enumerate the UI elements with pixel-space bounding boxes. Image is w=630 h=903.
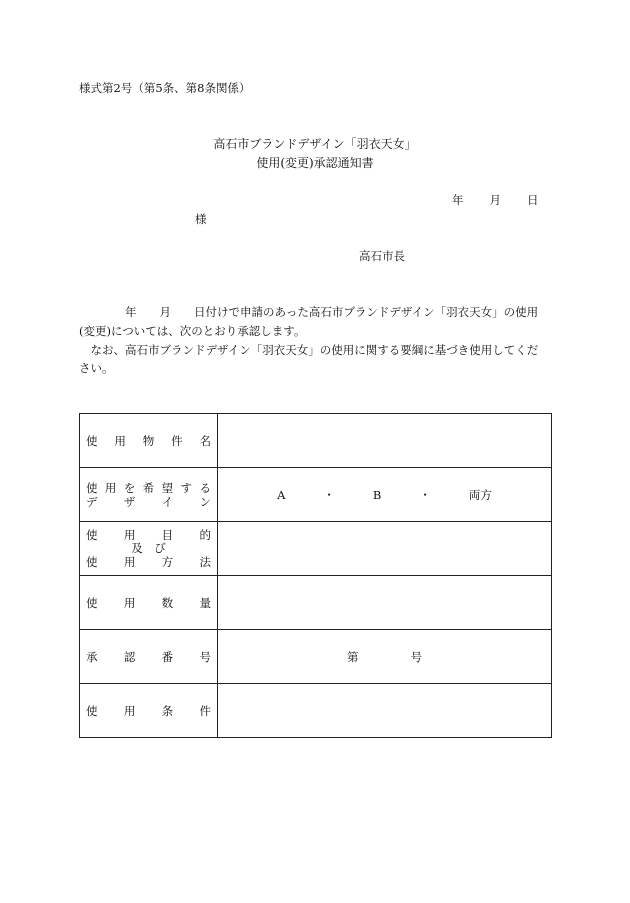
approval-details-table <box>79 413 552 738</box>
body-text-1: 日付けで申請のあった高石市ブランドデザイン「羽衣天女」の使用 <box>194 305 539 319</box>
label-usage-item <box>80 414 218 468</box>
approval-number-prefix: 第 <box>347 649 359 664</box>
body-line-1 <box>79 305 538 319</box>
value-conditions <box>218 684 552 738</box>
label-text: 使 用 条 件 <box>86 703 211 718</box>
approval-number-suffix: 号 <box>410 649 422 664</box>
date-year: 年 <box>452 193 464 207</box>
label-text: 使 用 方 法 <box>86 555 211 569</box>
label-text: 使 用 物 件 名 <box>86 433 211 448</box>
document-title-line1: 高石市ブランドデザイン「羽衣天女」 <box>213 137 417 151</box>
table-row-approval-number <box>80 630 552 684</box>
option-separator: ・ <box>323 487 335 502</box>
table-row-conditions <box>80 684 552 738</box>
table-row-usage-item <box>80 414 552 468</box>
option-both: 両方 <box>468 487 492 502</box>
label-conditions <box>80 684 218 738</box>
label-text: 承 認 番 号 <box>86 649 211 664</box>
label-text: 使 用 目 的 <box>86 528 211 542</box>
value-purpose-method <box>218 522 552 576</box>
value-design-options <box>218 468 552 522</box>
label-quantity <box>80 576 218 630</box>
label-text: 使 用 を 希 望 す る <box>86 480 211 495</box>
body-year: 年 <box>125 305 137 319</box>
body-month: 月 <box>159 305 171 319</box>
value-approval-number <box>218 630 552 684</box>
label-purpose-method <box>80 522 218 576</box>
body-line-2: (変更)については、次のとおり承認します。 <box>79 324 306 338</box>
value-quantity <box>218 576 552 630</box>
option-separator: ・ <box>419 487 431 502</box>
addressee-suffix: 様 <box>195 212 207 226</box>
label-text: デ ザ イ ン <box>86 494 211 509</box>
label-desired-design <box>80 468 218 522</box>
label-text: 及 び <box>131 541 166 555</box>
value-usage-item <box>218 414 552 468</box>
date-line <box>452 193 539 207</box>
issuer-name: 高石市長 <box>359 249 405 263</box>
body-line-4: さい。 <box>79 361 114 375</box>
body-line-3: なお、高石市ブランドデザイン「羽衣天女」の使用に関する要綱に基づき使用してくだ <box>79 343 539 357</box>
option-b: B <box>372 487 382 502</box>
date-day: 日 <box>527 193 539 207</box>
form-number: 様式第2号（第5条、第8条関係） <box>79 81 251 95</box>
label-text: 使 用 数 量 <box>86 595 211 610</box>
table-row-purpose-method <box>80 522 552 576</box>
table-row-desired-design <box>80 468 552 522</box>
table-row-quantity <box>80 576 552 630</box>
date-month: 月 <box>489 193 501 207</box>
option-a: A <box>277 487 286 502</box>
document-title-line2: 使用(変更)承認通知書 <box>256 156 374 170</box>
label-approval-number <box>80 630 218 684</box>
